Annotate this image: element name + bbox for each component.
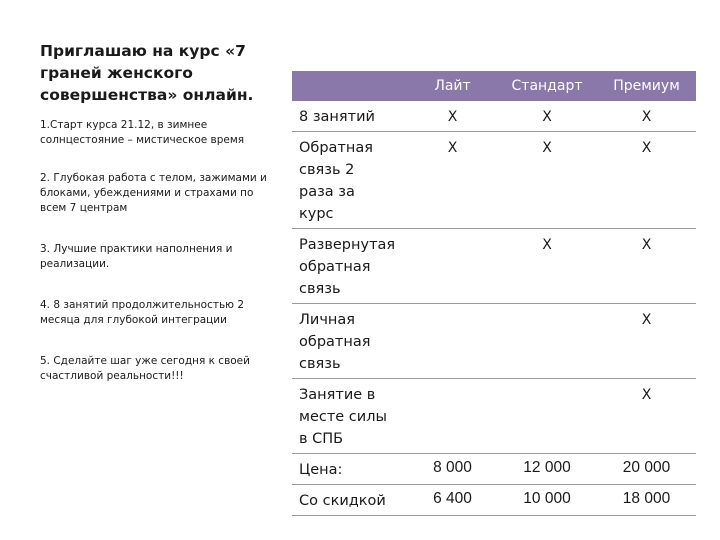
cell-standard [497, 379, 597, 454]
cell-lite [392, 304, 497, 379]
cell-standard: X [497, 132, 597, 229]
cell-premium: X [597, 132, 696, 229]
cell-lite [392, 379, 497, 454]
row-label: Обратная связь 2 раза за курс [292, 132, 392, 229]
cell-standard: X [497, 229, 597, 304]
cell-standard [497, 304, 597, 379]
price-standard: 12 000 [497, 454, 597, 485]
table-header-row [292, 71, 696, 101]
cell-premium: X [597, 229, 696, 304]
cell-premium: X [597, 304, 696, 379]
pricing-table [292, 71, 696, 516]
header-standard: Стандарт [497, 71, 597, 101]
row-label: Личная обратная связь [292, 304, 392, 379]
intro-block [40, 40, 272, 384]
cell-standard: X [497, 101, 597, 132]
table-row [292, 304, 696, 379]
cell-premium: X [597, 101, 696, 132]
header-premium: Премиум [597, 71, 696, 101]
table-row [292, 379, 696, 454]
price-premium: 20 000 [597, 454, 696, 485]
cell-premium: X [597, 379, 696, 454]
row-label: Занятие в месте силы в СПБ [292, 379, 392, 454]
point-2: 2. Глубокая работа с телом, зажимами и блоками, убеждениями и страхами по всем 7 центрам [40, 172, 267, 214]
point-1: 1.Старт курса 21.12, в зимнее солнцестояние – мистическое время [40, 119, 245, 146]
cell-lite: X [392, 101, 497, 132]
row-label: Развернутая обратная связь [292, 229, 392, 304]
table-row [292, 132, 696, 229]
cell-lite: X [392, 132, 497, 229]
discount-premium: 18 000 [597, 485, 696, 516]
discount-lite: 6 400 [392, 485, 497, 516]
point-3: 3. Лучшие практики наполнения и реализации. [40, 243, 233, 270]
discount-standard: 10 000 [497, 485, 597, 516]
page-title: Приглашаю на курс «7 граней женского совершенства» онлайн. [40, 42, 254, 104]
price-label: Цена: [292, 454, 392, 485]
header-corner [292, 71, 392, 101]
point-5: 5. Сделайте шаг уже сегодня к своей счастливой реальности!!! [40, 355, 250, 382]
price-lite: 8 000 [392, 454, 497, 485]
table-row [292, 229, 696, 304]
cell-lite [392, 229, 497, 304]
price-row [292, 454, 696, 485]
discount-label: Со скидкой [292, 485, 392, 516]
table-row [292, 101, 696, 132]
discount-row [292, 485, 696, 516]
header-lite: Лайт [392, 71, 497, 101]
point-4: 4. 8 занятий продолжительностью 2 месяца для глубокой интеграции [40, 299, 245, 326]
row-label: 8 занятий [292, 101, 392, 132]
